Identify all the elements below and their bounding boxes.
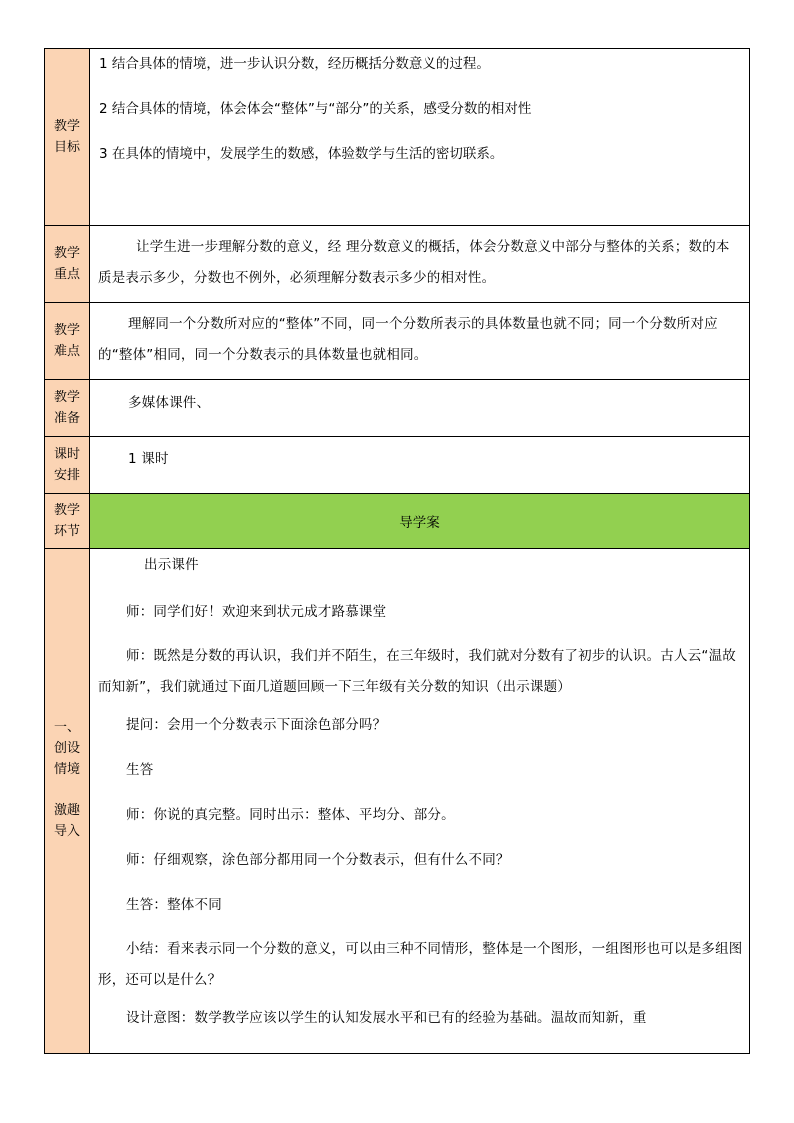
- key-points-label: 教学 重点: [45, 226, 90, 303]
- section-row: [45, 494, 750, 549]
- dialog-line: 提问：会用一个分数表示下面涂色部分吗？: [126, 717, 387, 733]
- dialog-line: 生答：整体不同: [126, 897, 222, 913]
- dialog-line: 师：你说的真完整。同时出示：整体、平均分、部分。: [126, 807, 455, 823]
- schedule-text: 1 课时: [128, 451, 169, 467]
- preparation-text: 多媒体课件、: [128, 395, 211, 411]
- dialog-line: 小结：看来表示同一个分数的意义，可以由三种不同情形，整体是一个图形，一组图形也可以是多组图形，还可以是什么？: [98, 941, 743, 988]
- difficulties-label: 教学 难点: [45, 303, 90, 380]
- difficulties-text: 理解同一个分数所对应的“整体”不同，同一个分数所表示的具体数量也就不同；同一个分数所对应的“整体”相同，同一个分数表示的具体数量也就相同。: [98, 316, 718, 363]
- key-points-content: [90, 226, 750, 303]
- dialog-line: 师：仔细观察，涂色部分都用同一个分数表示，但有什么不同？: [126, 852, 510, 868]
- key-points-text: 让学生进一步理解分数的意义，经 理分数意义的概括，体会分数意义中部分与整体的关系；数的本质是表示多少，分数也不例外，必须理解分数表示多少的相对性。: [98, 239, 730, 286]
- difficulties-row: [45, 303, 750, 380]
- schedule-label: 课时 安排: [45, 437, 90, 494]
- intro-row: [45, 549, 750, 1054]
- dialog-line: 师：同学们好！欢迎来到状元成才路慕课堂: [126, 604, 387, 620]
- dialog-line: 出示课件: [144, 557, 199, 573]
- section-title: 导学案: [90, 494, 750, 549]
- objectives-row: [45, 49, 750, 226]
- schedule-content: [90, 437, 750, 494]
- dialog-line: 生答: [126, 762, 154, 778]
- objectives-label: 教学 目标: [45, 49, 90, 226]
- lesson-plan-table: [44, 48, 750, 1054]
- key-points-row: [45, 226, 750, 303]
- preparation-label: 教学 准备: [45, 380, 90, 437]
- objectives-content: [90, 49, 750, 226]
- dialog-line: 师：既然是分数的再认识，我们并不陌生，在三年级时，我们就对分数有了初步的认识。古人云“温故而知新”，我们就通过下面几道题回顾一下三年级有关分数的知识（出示课题）: [98, 648, 736, 695]
- intro-label: 一、 创设 情境 激趣 导入: [45, 549, 90, 1054]
- schedule-row: [45, 437, 750, 494]
- difficulties-content: [90, 303, 750, 380]
- objective-item: 2 结合具体的情境，体会体会“整体”与“部分”的关系，感受分数的相对性: [99, 101, 532, 117]
- objective-item: 3 在具体的情境中，发展学生的数感，体验数学与生活的密切联系。: [99, 146, 504, 162]
- intro-content: [90, 549, 750, 1054]
- preparation-row: [45, 380, 750, 437]
- section-label: 教学 环节: [45, 494, 90, 549]
- objective-item: 1 结合具体的情境，进一步认识分数，经历概括分数意义的过程。: [99, 56, 490, 72]
- dialog-line: 设计意图：数学教学应该以学生的认知发展水平和已有的经验为基础。温故而知新，重: [126, 1010, 647, 1026]
- preparation-content: [90, 380, 750, 437]
